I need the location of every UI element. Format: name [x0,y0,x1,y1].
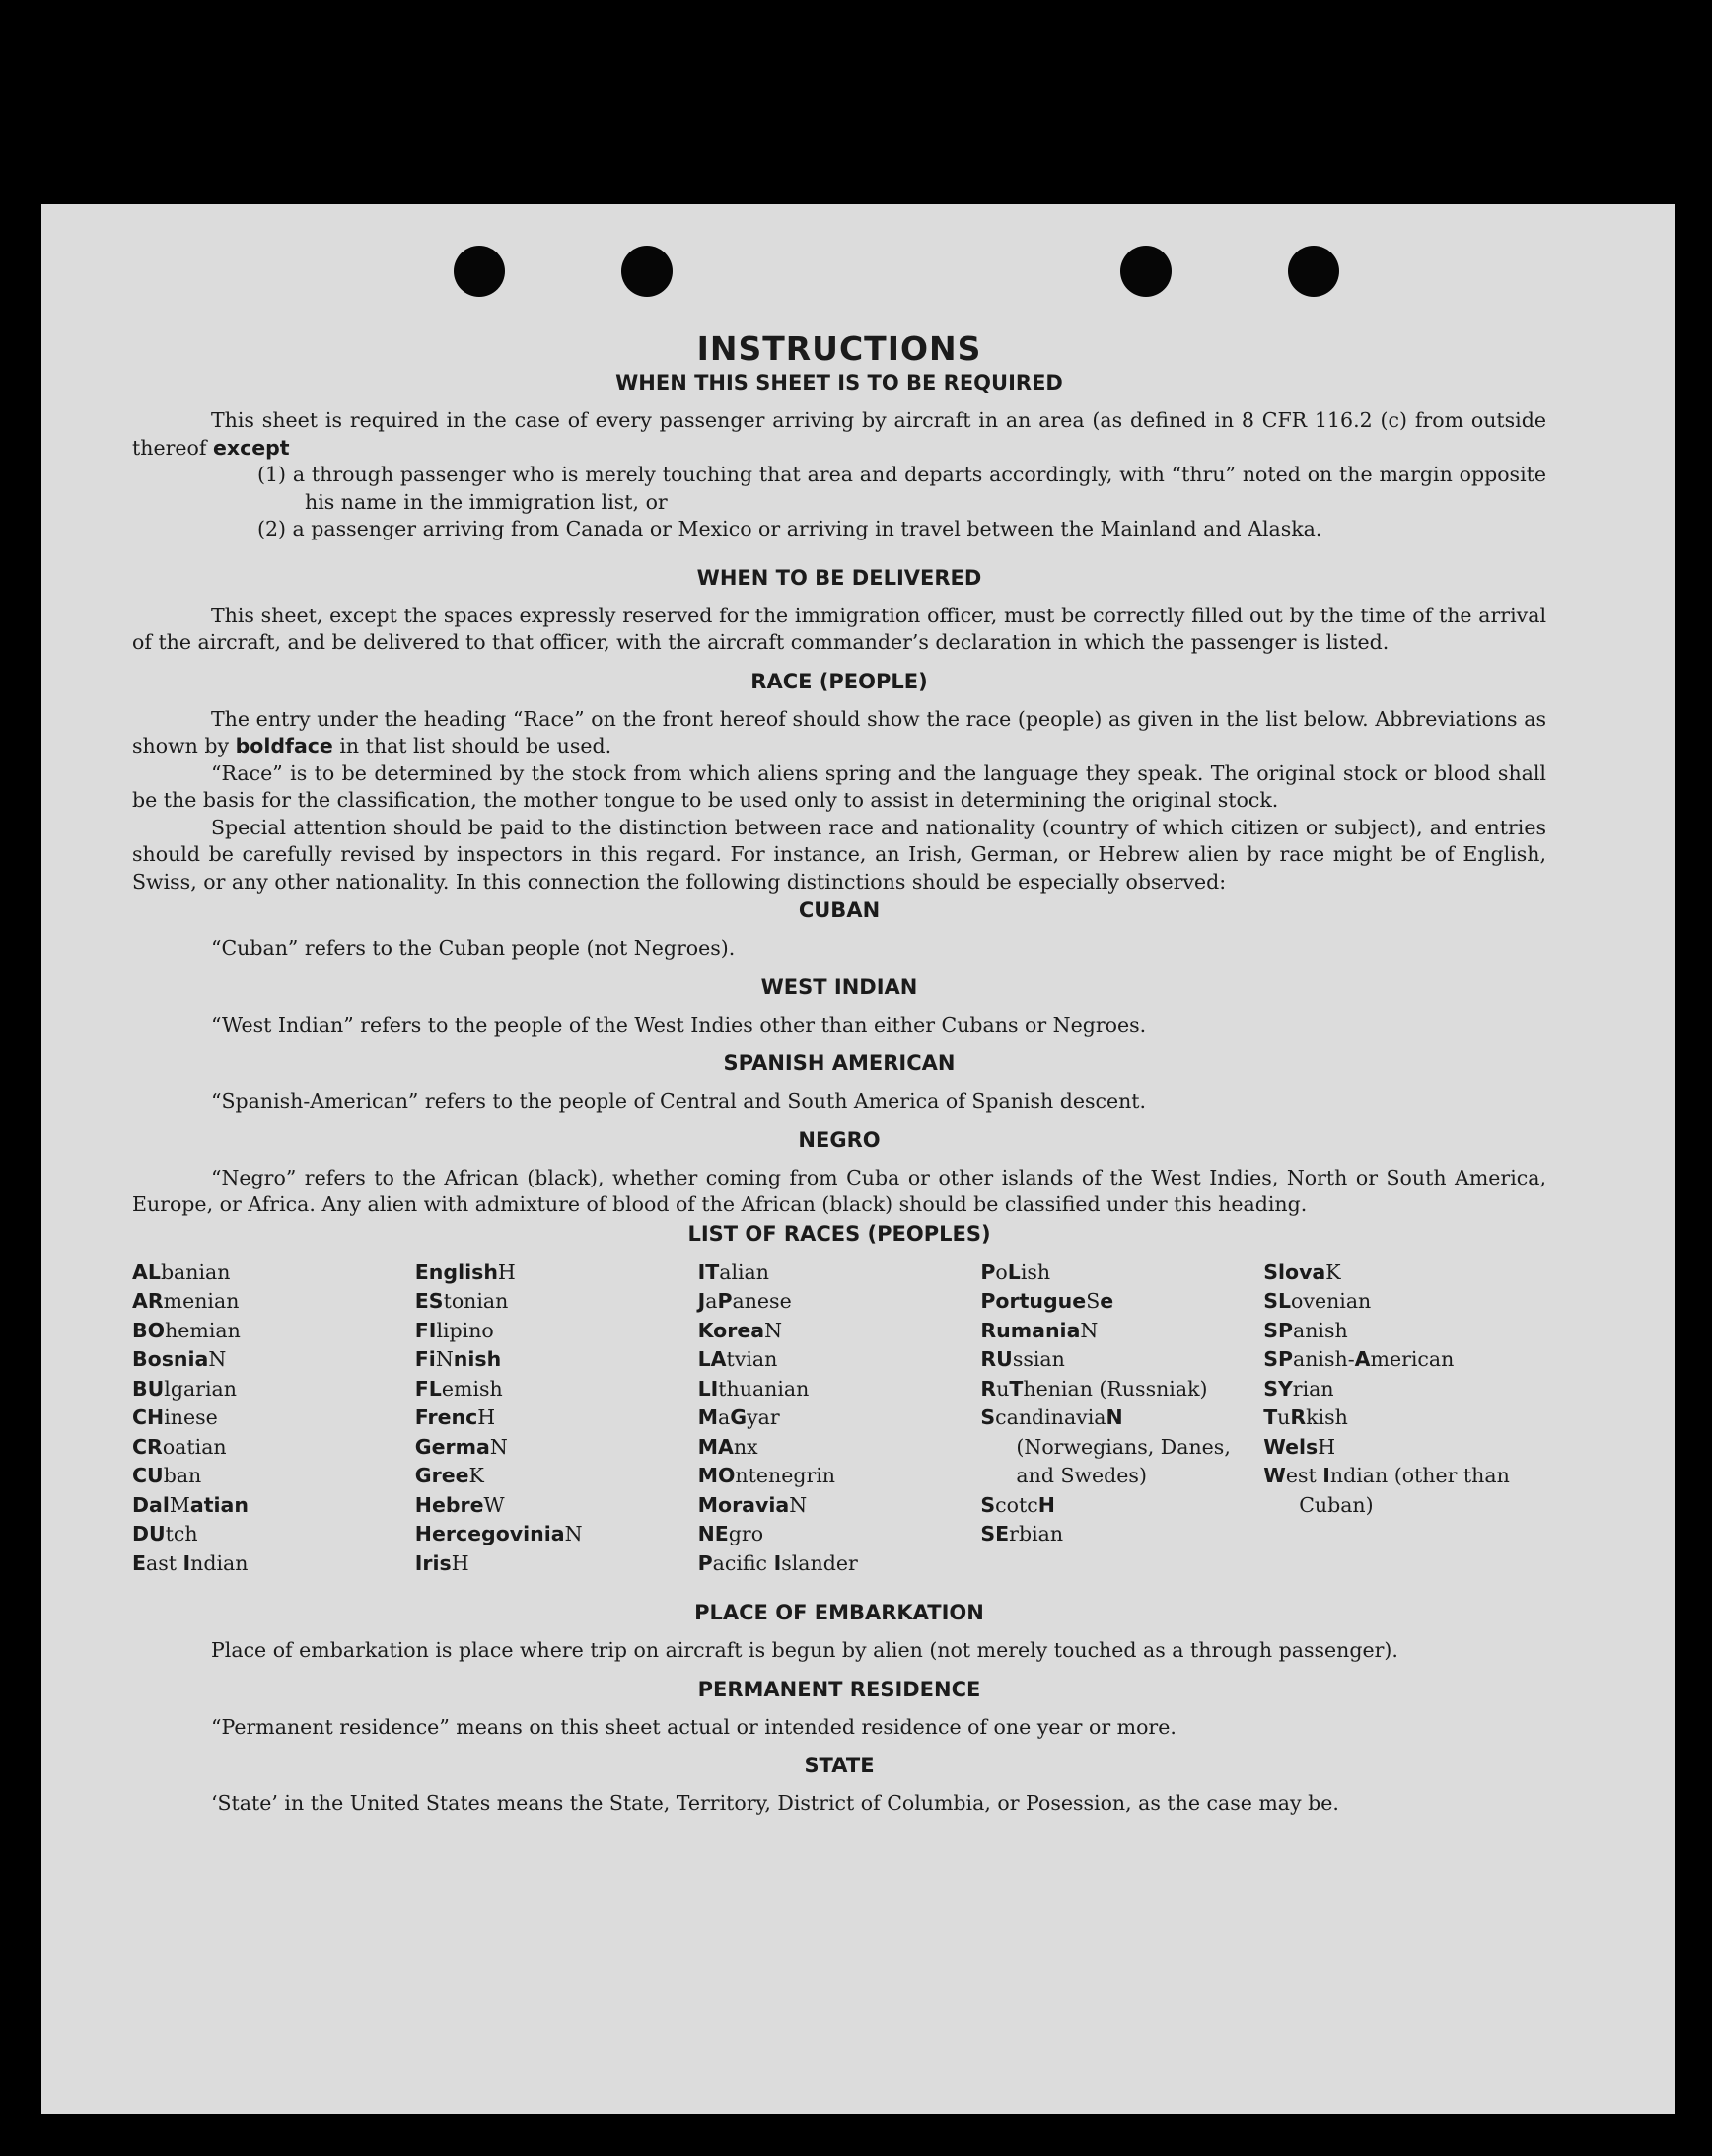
race-entry [698,1549,981,1579]
west-indian-text: “West Indian” refers to the people of the West Indies other than either Cubans or Negroes. [211,1012,1147,1037]
race-text: S [1086,1289,1101,1313]
race-list [132,1258,1546,1579]
race-abbrev: A [1354,1347,1371,1371]
race-text: K [468,1464,484,1487]
delivered-text: This sheet, except the spaces expressly reserved for the immigration officer, must be correctly filled out by the time of the arrival of the aircraft, and be delivered to that officer, with the aircraft commander’s declaration in which the passenger is listed. [132,603,1546,654]
heading-west-indian: WEST INDIAN [760,974,918,999]
spanish-american-text: “Spanish-American” refers to the people of Central and South America of Spanish descent. [211,1089,1147,1113]
race-abbrev: SL [1263,1289,1292,1313]
heading-cuban: CUBAN [798,898,881,922]
race-entry [980,1520,1263,1549]
race-abbrev: English [414,1259,498,1284]
heading-state: STATE [804,1754,875,1777]
race-abbrev: J [697,1289,706,1313]
race-abbrev: Fi [414,1347,436,1371]
race-text: oatian [162,1434,227,1459]
race-text: N [435,1347,454,1371]
race-entry [415,1403,698,1433]
race-text: ndian (other than Cuban) [1299,1464,1510,1517]
race-entry [132,1258,415,1288]
race-abbrev: MO [697,1464,736,1487]
exception-item-2: (2) a passenger arriving from Canada or Mexico or arriving in travel between the Mainland and Alaska. [257,517,1322,540]
race-entry [415,1375,698,1404]
race-abbrev: LI [697,1376,719,1401]
race-abbrev: P [980,1259,996,1284]
race-entry [698,1375,981,1404]
race-abbrev: P [717,1289,733,1313]
race-entry [980,1317,1263,1346]
race-entry [980,1258,1263,1288]
race-entry [415,1491,698,1521]
heading-when-delivered: WHEN TO BE DELIVERED [696,565,982,590]
race-abbrev: LA [697,1347,727,1371]
race-text: anish [1292,1318,1348,1342]
race-entry [698,1520,981,1549]
race-text: N [1080,1318,1099,1342]
race-entry [698,1433,981,1463]
race-text: H [497,1259,516,1284]
race-entry [132,1549,415,1579]
heading-negro: NEGRO [798,1127,881,1152]
instructions-content [132,330,1546,1818]
race-entry [1263,1375,1546,1404]
race-entry [132,1345,415,1375]
race-text: banian [160,1259,231,1284]
race-text: nx [733,1434,758,1459]
race-abbrev: BO [132,1318,166,1342]
race-text: est [1285,1464,1323,1487]
race-entry [132,1491,415,1521]
race-text: emish [441,1376,503,1401]
race-abbrev: SP [1263,1318,1293,1342]
race-abbrev: P [697,1550,713,1575]
race-text: rbian [1009,1522,1064,1545]
race-entry [415,1433,698,1463]
race-abbrev: FL [414,1376,442,1401]
race-column [698,1258,981,1579]
race-entry [132,1403,415,1433]
race-text: N [764,1318,782,1342]
race-abbrev: I [182,1550,191,1575]
required-intro: This sheet is required in the case of every passenger arriving by aircraft in an area (as defined in 8 CFR 116.2 (c) from outside thereof except [132,408,1546,460]
race-entry [698,1345,981,1375]
race-entry [698,1258,981,1288]
race-abbrev: Wels [1263,1434,1319,1459]
race-entry [980,1403,1263,1491]
race-text: candinavia [995,1405,1106,1429]
race-abbrev: SY [1263,1376,1293,1401]
page-title: INSTRUCTIONS [696,329,982,368]
race-abbrev: IT [697,1259,720,1284]
race-abbrev: CH [132,1405,165,1429]
document-sheet [41,204,1675,2114]
race-text: N [564,1522,583,1545]
race-entry [1263,1258,1546,1288]
race-text: M [169,1492,190,1517]
race-entry [698,1462,981,1491]
race-text: W [483,1492,505,1517]
race-text: ssian [1012,1347,1065,1371]
race-entry [698,1491,981,1521]
race-text: inese [164,1405,218,1429]
race-text: u [1277,1405,1291,1429]
race-entry [980,1287,1263,1317]
race-entry [415,1549,698,1579]
race-text: ast [146,1550,183,1575]
race-text: thuanian [718,1376,810,1401]
race-text: ish [1020,1259,1051,1284]
race-text: tonian [443,1289,509,1313]
race-entry [132,1317,415,1346]
race-column [132,1258,415,1579]
race-entry [415,1520,698,1549]
race-text: lipino [436,1318,494,1342]
race-entry [1263,1462,1546,1520]
race-abbrev: E [132,1550,147,1575]
race-entry [415,1287,698,1317]
race-abbrev: T [1009,1376,1024,1401]
race-abbrev: H [1037,1492,1055,1517]
heading-spanish-american: SPANISH AMERICAN [723,1051,956,1075]
race-abbrev: RU [980,1347,1013,1371]
race-abbrev: AL [132,1259,161,1284]
race-abbrev: I [1322,1464,1330,1487]
race-paragraph-3: Special attention should be paid to the distinction between race and nationality (country of which citizen or subject), and entries should be carefully revised by inspectors in this regard. For instance, an Irish, German, or Hebrew alien by race might be of English, Swiss, or any other nationality. In this connection the following distinctions should be especially observed: [132,815,1546,894]
race-text: yar [747,1405,780,1429]
race-paragraph-2: “Race” is to be determined by the stock from which aliens spring and the language they speak. The original stock or blood shall be the basis for the classification, the mother tongue to be used only to assist in determining the original stock. [132,760,1546,812]
race-text: merican [1370,1347,1455,1371]
punch-hole [621,246,673,297]
race-entry [1263,1403,1546,1433]
race-entry [132,1520,415,1549]
race-text: N [489,1434,508,1459]
race-text: u [996,1376,1010,1401]
negro-text: “Negro” refers to the African (black), whether coming from Cuba or other islands of the West Indies, North or South America, Europe, or Africa. Any alien with admixture of blood of the African (black) should be classified under this heading. [132,1165,1546,1216]
race-text: tch [165,1522,198,1545]
race-abbrev: AR [132,1289,164,1313]
race-entry [1263,1317,1546,1346]
race-entry [698,1287,981,1317]
race-entry [1263,1433,1546,1463]
race-text: ntenegrin [735,1464,836,1487]
race-abbrev: L [1007,1259,1021,1284]
race-text: acific [712,1550,774,1575]
race-text: anese [732,1289,792,1313]
residence-text: “Permanent residence” means on this sheet actual or intended residence of one year or more. [211,1714,1177,1739]
race-text: N [789,1492,808,1517]
race-entry [980,1375,1263,1404]
race-abbrev: NE [697,1522,729,1545]
race-entry [415,1258,698,1288]
race-column [980,1258,1263,1579]
race-text: henian (Russniak) [1023,1376,1208,1401]
punch-hole [1288,246,1339,297]
race-abbrev: Iris [414,1550,452,1575]
race-abbrev: Portugue [980,1289,1087,1313]
race-abbrev: Hebre [414,1492,484,1517]
race-abbrev: N [1106,1405,1123,1429]
race-text: ban [163,1464,202,1487]
race-abbrev: DU [132,1522,166,1545]
race-abbrev: Moravia [697,1492,790,1517]
heading-race: RACE (PEOPLE) [750,669,928,693]
race-abbrev: Dal [132,1492,170,1517]
race-text: H [1318,1434,1336,1459]
race-abbrev: CU [132,1464,164,1487]
race-abbrev: SP [1263,1347,1293,1371]
heading-permanent-residence: PERMANENT RESIDENCE [697,1677,981,1701]
race-text: anish- [1292,1347,1355,1371]
race-entry [415,1317,698,1346]
race-abbrev: e [1100,1289,1114,1313]
race-entry [1263,1345,1546,1375]
race-entry [698,1317,981,1346]
race-text: alian [719,1259,769,1284]
race-abbrev: ES [414,1289,444,1313]
race-abbrev: nish [453,1347,502,1371]
race-text: a [718,1405,731,1429]
race-text: ovenian [1291,1289,1372,1313]
race-text: K [1325,1259,1341,1284]
race-abbrev: Gree [414,1464,469,1487]
race-text: gro [728,1522,764,1545]
race-abbrev: Korea [697,1318,765,1342]
state-text: ‘State’ in the United States means the State, Territory, District of Columbia, or Posession, as the case may be. [211,1791,1339,1815]
race-abbrev: SE [980,1522,1010,1545]
race-entry [415,1462,698,1491]
race-abbrev: atian [189,1492,249,1517]
heading-when-required: WHEN THIS SHEET IS TO BE REQUIRED [615,371,1063,395]
race-paragraph-1: The entry under the heading “Race” on the front hereof should show the race (people) as given in the list below. Abbreviations as shown by boldface in that list should be used. [132,706,1546,757]
race-text: hemian [165,1318,241,1342]
race-abbrev: Frenc [414,1405,478,1429]
race-text: kish [1306,1405,1348,1429]
cuban-text: “Cuban” refers to the Cuban people (not Negroes). [211,936,736,960]
race-abbrev: T [1263,1405,1278,1429]
race-text: tvian [726,1347,778,1371]
race-text: H [477,1405,496,1429]
race-abbrev: BU [132,1376,165,1401]
race-text: cotc [995,1492,1038,1517]
race-abbrev: FI [414,1318,437,1342]
race-abbrev: S [980,1492,996,1517]
race-abbrev: MA [697,1434,734,1459]
race-abbrev: G [730,1405,748,1429]
race-column [1263,1258,1546,1579]
exception-item-1: (1) a through passenger who is merely touching that area and departs accordingly, with “thru” noted on the margin opposite his name in the immigration list, or [257,463,1546,514]
heading-embarkation: PLACE OF EMBARKATION [694,1601,984,1624]
race-column [415,1258,698,1579]
race-abbrev: M [697,1405,718,1429]
race-text: a [705,1289,718,1313]
race-entry [132,1287,415,1317]
embarkation-text: Place of embarkation is place where trip on aircraft is begun by alien (not merely touched as a through passenger). [211,1638,1398,1662]
race-abbrev: I [773,1550,782,1575]
race-abbrev: Bosnia [132,1347,209,1371]
race-text: ndian [190,1550,249,1575]
race-text: rian [1292,1376,1334,1401]
heading-list-of-races: LIST OF RACES (PEOPLES) [687,1221,991,1246]
race-text: (Norwegians, Danes, and Swedes) [1016,1434,1231,1487]
race-entry [132,1462,415,1491]
race-abbrev: W [1263,1464,1286,1487]
race-abbrev: Rumania [980,1318,1081,1342]
race-abbrev: S [980,1405,996,1429]
race-text: H [451,1550,469,1575]
race-entry [698,1403,981,1433]
race-abbrev: R [1290,1405,1307,1429]
race-abbrev: Slova [1263,1259,1326,1284]
race-abbrev: CR [132,1434,163,1459]
punch-hole [1120,246,1172,297]
race-abbrev: Germa [414,1434,490,1459]
race-text: N [208,1347,227,1371]
race-entry [132,1433,415,1463]
race-text: lgarian [164,1376,237,1401]
race-abbrev: Hercegovinia [414,1522,565,1545]
race-entry [415,1345,698,1375]
race-entry [980,1345,1263,1375]
race-text: slander [781,1550,858,1575]
race-entry [1263,1287,1546,1317]
race-text: o [995,1259,1008,1284]
race-text: menian [163,1289,240,1313]
punch-hole [454,246,505,297]
race-entry [980,1491,1263,1521]
race-abbrev: R [980,1376,997,1401]
race-entry [132,1375,415,1404]
